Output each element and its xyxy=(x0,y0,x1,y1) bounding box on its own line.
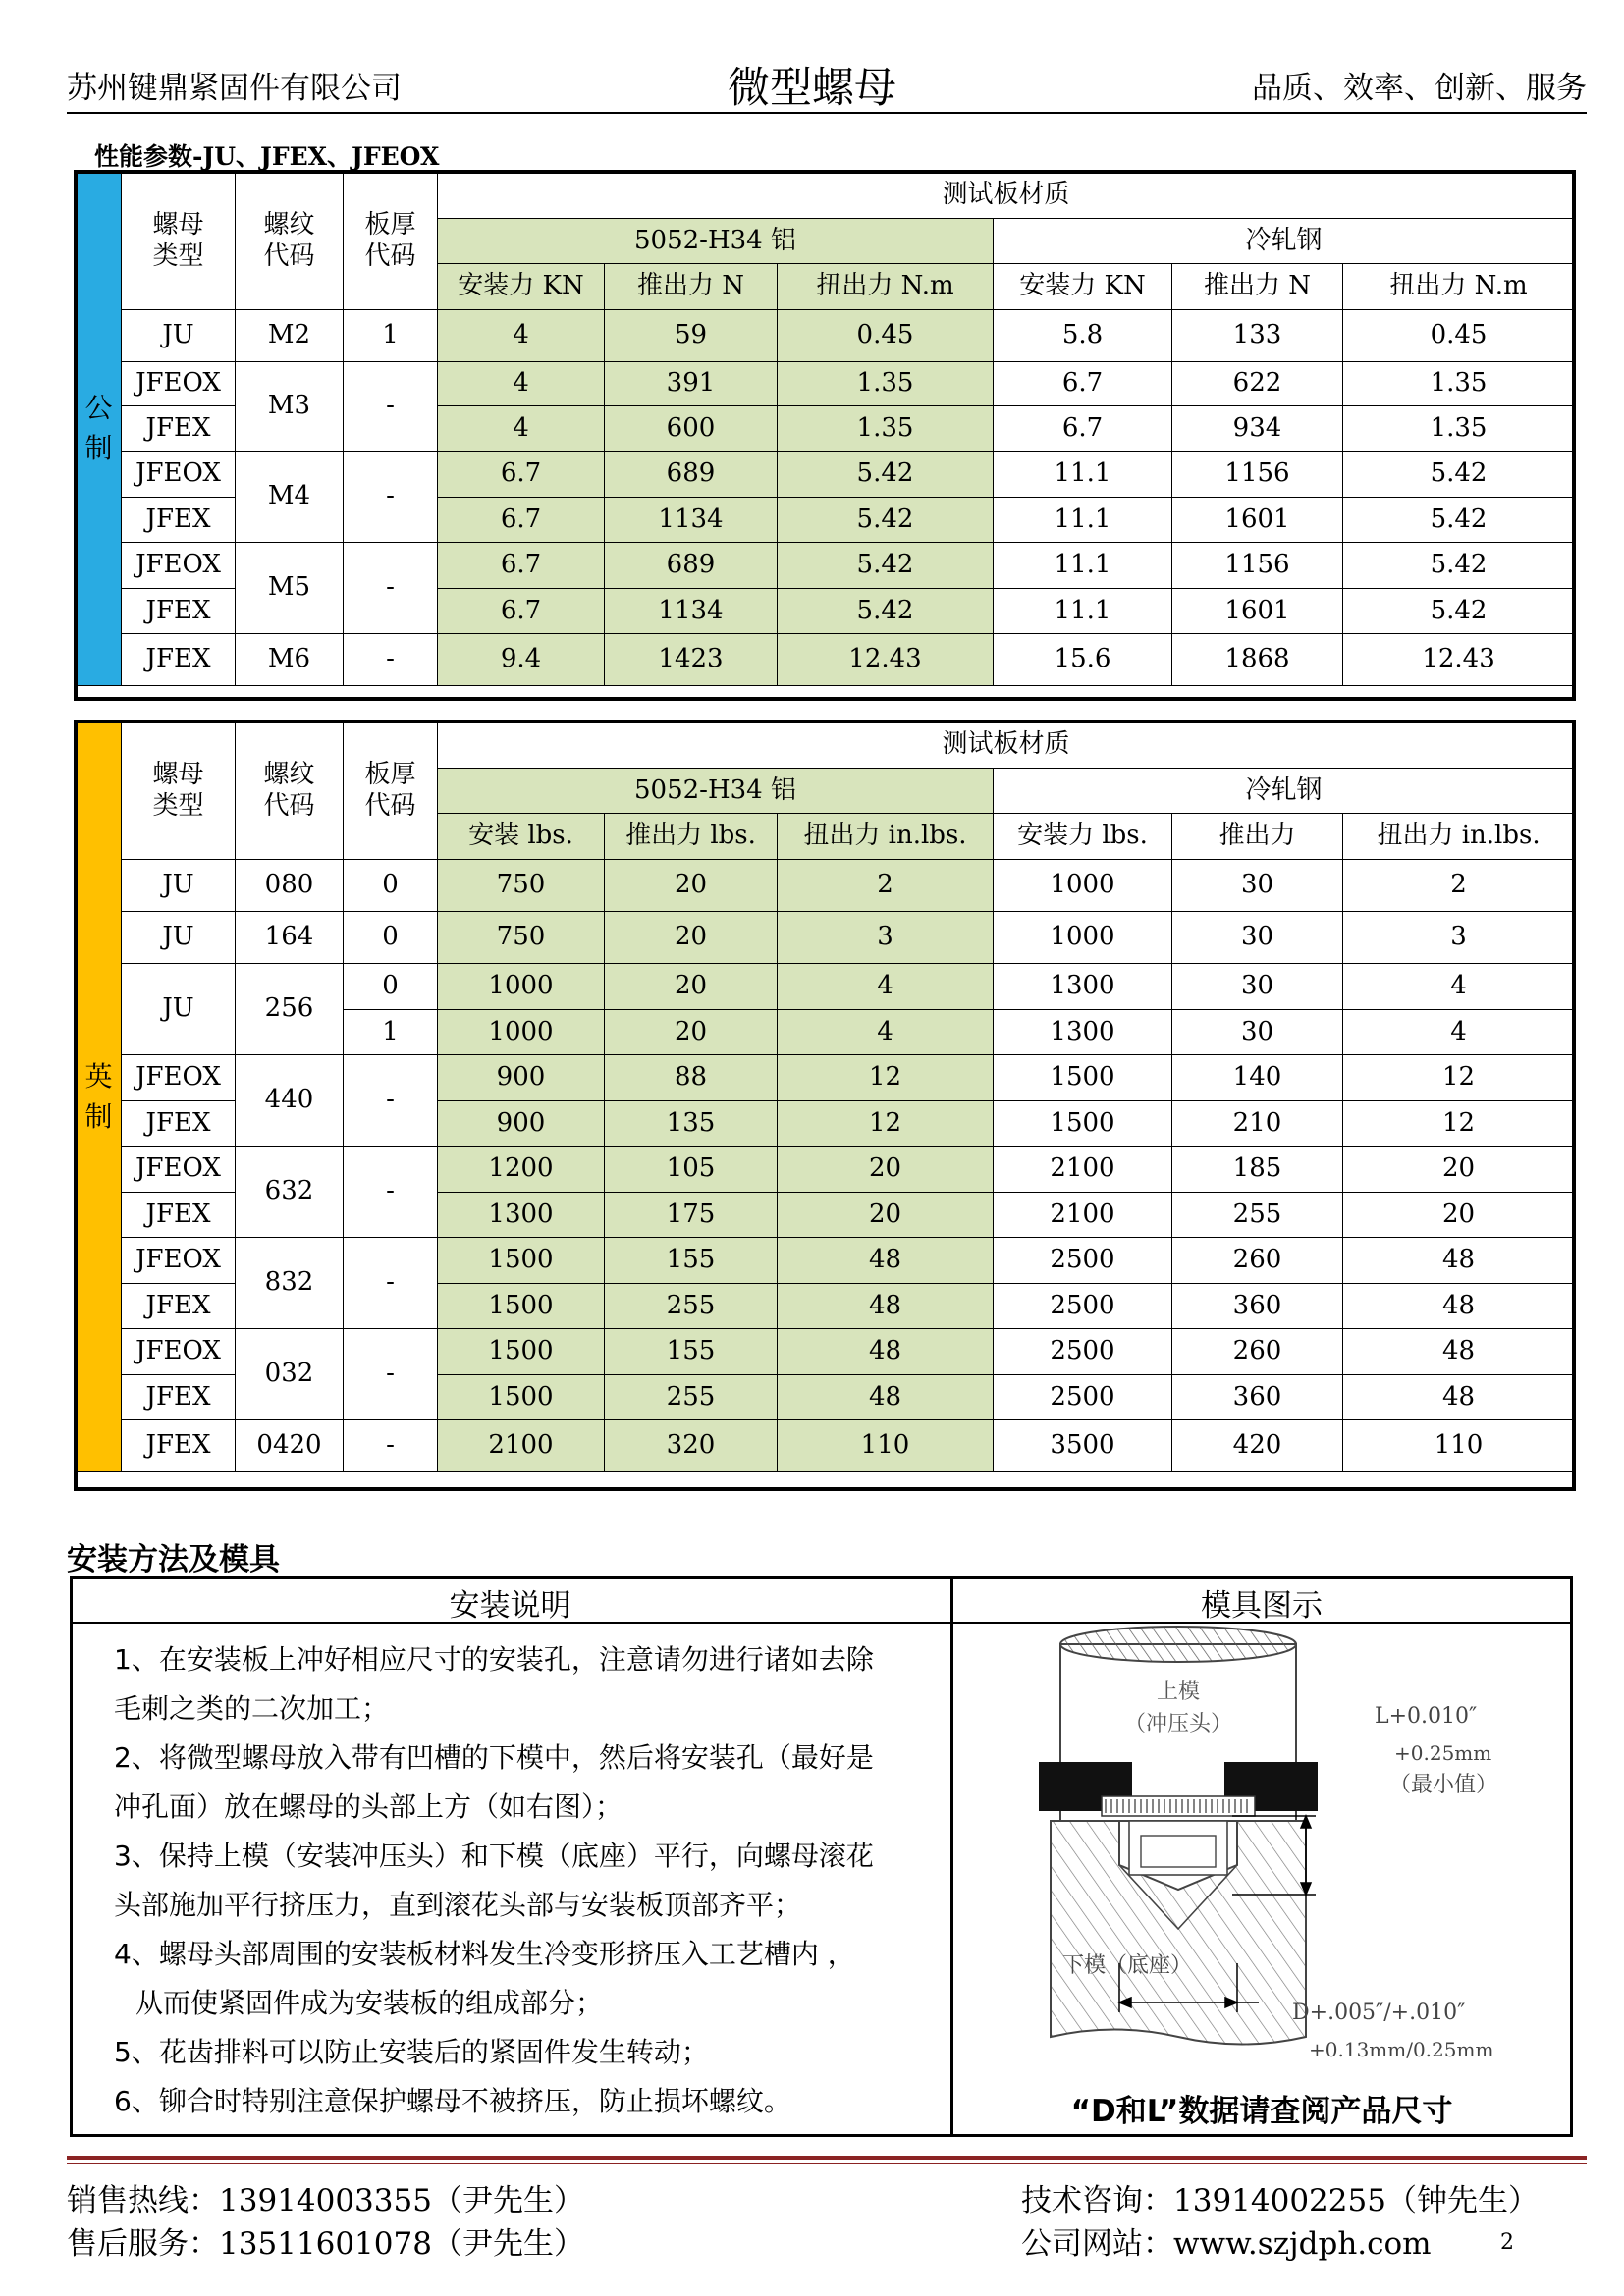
cell-value: 1156 xyxy=(1172,543,1343,589)
table-row xyxy=(77,310,1575,362)
cell-value: 1500 xyxy=(438,1329,605,1375)
cell-value: 4 xyxy=(438,406,605,452)
cell-value: 48 xyxy=(778,1329,994,1375)
cell-value: 11.1 xyxy=(994,543,1172,589)
col-header-aluminum: 5052-H34 铝 xyxy=(438,219,994,264)
cell-nut-type: JFEOX xyxy=(122,362,236,406)
install-step xyxy=(114,1930,929,2028)
after-sales: 售后服务：13511601078（尹先生） xyxy=(67,2226,584,2262)
website-link[interactable]: 公司网站：www.szjdph.com xyxy=(1021,2226,1432,2262)
col-header-test-material: 测试板材质 xyxy=(438,173,1575,219)
cell-value: 12 xyxy=(1343,1101,1575,1147)
cell-value: 2 xyxy=(1343,860,1575,912)
table-row xyxy=(77,1329,1575,1375)
cell-value: 135 xyxy=(605,1101,778,1147)
cell-value: 4 xyxy=(778,1010,994,1055)
install-instructions-header: 安装说明 xyxy=(449,1588,571,1624)
cell-value: 20 xyxy=(778,1147,994,1193)
cell-thread-code: 256 xyxy=(236,964,344,1055)
cell-value: 5.42 xyxy=(1343,543,1575,589)
D-dimension-mm: +0.13mm/0.25mm xyxy=(1309,2038,1494,2061)
table-row xyxy=(77,1420,1575,1472)
table-row xyxy=(77,1238,1575,1284)
cell-value: 133 xyxy=(1172,310,1343,362)
col-header-measure: 安装力 KN xyxy=(994,264,1172,310)
cell-nut-type: JFEOX xyxy=(122,1147,236,1193)
cell-thread-code: 0420 xyxy=(236,1420,344,1472)
cell-nut-type: JFEOX xyxy=(122,1055,236,1101)
table-header-row xyxy=(77,173,1575,219)
nut-knurl-head xyxy=(1102,1796,1255,1816)
cell-value: 1000 xyxy=(994,860,1172,912)
cell-thickness-code: 0 xyxy=(344,860,438,912)
install-box-divider xyxy=(950,1576,953,2137)
cell-value: 255 xyxy=(605,1284,778,1329)
imperial-spec-table xyxy=(76,721,1575,1472)
die-diagram-header: 模具图示 xyxy=(1201,1588,1323,1624)
cell-value: 255 xyxy=(605,1375,778,1420)
cell-value: 420 xyxy=(1172,1420,1343,1472)
cell-thickness-code: 0 xyxy=(344,964,438,1010)
cell-thread-code: 080 xyxy=(236,860,344,912)
cell-value: 20 xyxy=(605,912,778,964)
cell-value: 48 xyxy=(778,1238,994,1284)
cell-thread-code: 032 xyxy=(236,1329,344,1420)
cell-value: 260 xyxy=(1172,1329,1343,1375)
install-step xyxy=(114,2028,929,2077)
cell-value: 88 xyxy=(605,1055,778,1101)
footer-rule-thick xyxy=(67,2156,1587,2160)
cell-value: 175 xyxy=(605,1193,778,1238)
cell-value: 20 xyxy=(1343,1147,1575,1193)
cell-value: 1000 xyxy=(994,912,1172,964)
table-row xyxy=(77,964,1575,1010)
page-number: 2 xyxy=(1500,2230,1514,2255)
cell-nut-type: JU xyxy=(122,912,236,964)
cell-value: 11.1 xyxy=(994,498,1172,543)
cell-value: 3 xyxy=(778,912,994,964)
cell-thread-code: 632 xyxy=(236,1147,344,1238)
cell-value: 391 xyxy=(605,362,778,406)
upper-die-label: 上模 xyxy=(1156,1680,1201,1704)
cell-value: 30 xyxy=(1172,860,1343,912)
cell-value: 900 xyxy=(438,1101,605,1147)
cell-value: 48 xyxy=(1343,1238,1575,1284)
col-header-measure: 扭出力 N.m xyxy=(1343,264,1575,310)
cell-thread-code: M5 xyxy=(236,543,344,634)
table-row xyxy=(77,452,1575,498)
install-step-line: 头部施加平行挤压力，直到滚花头部与安装板顶部齐平； xyxy=(114,1889,802,1921)
cell-thickness-code: 1 xyxy=(344,310,438,362)
diagram-caption: “D和L”数据请查阅产品尺寸 xyxy=(1070,2094,1453,2129)
unit-system-label: 公 制 xyxy=(77,173,122,686)
install-step xyxy=(114,1635,929,1734)
cell-thickness-code: - xyxy=(344,1420,438,1472)
install-section-title: 安装方法及模具 xyxy=(67,1542,280,1577)
cell-value: 5.42 xyxy=(1343,452,1575,498)
cell-nut-type: JFEX xyxy=(122,1101,236,1147)
cell-value: 360 xyxy=(1172,1375,1343,1420)
cell-nut-type: JFEX xyxy=(122,406,236,452)
cell-value: 689 xyxy=(605,452,778,498)
company-slogan: 品质、效率、创新、服务 xyxy=(1252,71,1587,106)
col-header-thickness-code: 板厚 代码 xyxy=(344,722,438,860)
cell-value: 320 xyxy=(605,1420,778,1472)
col-header-cold-rolled-steel: 冷轧钢 xyxy=(994,769,1575,814)
install-step-line: 2、将微型螺母放入带有凹槽的下模中，然后将安装孔（最好是 xyxy=(114,1741,874,1774)
cell-thickness-code: 1 xyxy=(344,1010,438,1055)
table-row xyxy=(77,1055,1575,1101)
install-step xyxy=(114,1734,929,1832)
cell-value: 622 xyxy=(1172,362,1343,406)
cell-value: 689 xyxy=(605,543,778,589)
col-header-nut-type: 螺母 类型 xyxy=(122,173,236,310)
cell-value: 2500 xyxy=(994,1284,1172,1329)
upper-die-sublabel: （冲压头） xyxy=(1123,1712,1233,1736)
D-dimension-label: D+.005″/+.010″ xyxy=(1292,2001,1466,2025)
cell-value: 934 xyxy=(1172,406,1343,452)
cell-value: 1300 xyxy=(994,964,1172,1010)
cell-value: 12 xyxy=(778,1101,994,1147)
cell-value: 1601 xyxy=(1172,498,1343,543)
cell-value: 5.42 xyxy=(778,589,994,634)
cell-value: 48 xyxy=(1343,1329,1575,1375)
lower-die-shape xyxy=(1051,1821,1306,2045)
install-step-line: 从而使紧固件成为安装板的组成部分； xyxy=(135,1987,604,2019)
cell-thread-code: 164 xyxy=(236,912,344,964)
col-header-measure: 推出力 N xyxy=(605,264,778,310)
cell-value: 1.35 xyxy=(1343,406,1575,452)
die-diagram xyxy=(982,1625,1551,2084)
cell-value: 12 xyxy=(1343,1055,1575,1101)
cell-nut-type: JFEOX xyxy=(122,1329,236,1375)
cell-value: 185 xyxy=(1172,1147,1343,1193)
cell-value: 0.45 xyxy=(778,310,994,362)
cell-thickness-code: - xyxy=(344,1329,438,1420)
cell-value: 5.42 xyxy=(778,452,994,498)
col-header-thread-code: 螺纹 代码 xyxy=(236,722,344,860)
cell-nut-type: JFEX xyxy=(122,1284,236,1329)
col-header-measure: 安装力 KN xyxy=(438,264,605,310)
cell-value: 750 xyxy=(438,912,605,964)
cell-value: 20 xyxy=(1343,1193,1575,1238)
cell-value: 6.7 xyxy=(994,406,1172,452)
cell-value: 1156 xyxy=(1172,452,1343,498)
section-title-performance: 性能参数-JU、JFEX、JFEOX xyxy=(94,142,440,171)
cell-value: 6.7 xyxy=(438,498,605,543)
cell-value: 1601 xyxy=(1172,589,1343,634)
table-row xyxy=(77,1147,1575,1193)
cell-thread-code: 832 xyxy=(236,1238,344,1329)
cell-value: 2500 xyxy=(994,1375,1172,1420)
cell-value: 6.7 xyxy=(438,589,605,634)
cell-value: 11.1 xyxy=(994,452,1172,498)
sales-hotline: 销售热线：13914003355（尹先生） xyxy=(67,2183,584,2218)
cell-nut-type: JFEX xyxy=(122,1193,236,1238)
cell-value: 600 xyxy=(605,406,778,452)
cell-value: 360 xyxy=(1172,1284,1343,1329)
cell-value: 1423 xyxy=(605,634,778,686)
cell-thickness-code: - xyxy=(344,1147,438,1238)
cell-value: 110 xyxy=(778,1420,994,1472)
cell-value: 2100 xyxy=(994,1193,1172,1238)
cell-value: 155 xyxy=(605,1329,778,1375)
cell-value: 1000 xyxy=(438,964,605,1010)
install-step-line: 5、花齿排料可以防止安装后的紧固件发生转动； xyxy=(114,2036,709,2068)
L-dimension-note: （最小值） xyxy=(1389,1773,1498,1797)
cell-value: 11.1 xyxy=(994,589,1172,634)
cell-value: 6.7 xyxy=(438,543,605,589)
cell-value: 1500 xyxy=(994,1055,1172,1101)
col-header-measure: 推出力 N xyxy=(1172,264,1343,310)
document-title: 微型螺母 xyxy=(728,64,896,113)
cell-nut-type: JFEX xyxy=(122,1375,236,1420)
cell-value: 4 xyxy=(438,362,605,406)
footer-rule-thin xyxy=(67,2163,1587,2164)
cell-thread-code: M4 xyxy=(236,452,344,543)
install-step-line: 6、铆合时特别注意保护螺母不被挤压，防止损坏螺纹。 xyxy=(114,2085,791,2117)
cell-value: 260 xyxy=(1172,1238,1343,1284)
cell-value: 3 xyxy=(1343,912,1575,964)
col-header-test-material: 测试板材质 xyxy=(438,722,1575,769)
cell-value: 1.35 xyxy=(1343,362,1575,406)
cell-thread-code: M6 xyxy=(236,634,344,686)
cell-value: 900 xyxy=(438,1055,605,1101)
cell-nut-type: JU xyxy=(122,964,236,1055)
cell-value: 1500 xyxy=(438,1284,605,1329)
col-header-thickness-code: 板厚 代码 xyxy=(344,173,438,310)
cell-value: 2 xyxy=(778,860,994,912)
cell-value: 2500 xyxy=(994,1329,1172,1375)
cell-value: 750 xyxy=(438,860,605,912)
cell-value: 155 xyxy=(605,1238,778,1284)
cell-nut-type: JFEX xyxy=(122,634,236,686)
col-header-aluminum: 5052-H34 铝 xyxy=(438,769,994,814)
cell-value: 1300 xyxy=(438,1193,605,1238)
cell-thickness-code: - xyxy=(344,543,438,634)
cell-nut-type: JFEX xyxy=(122,1420,236,1472)
col-header-nut-type: 螺母 类型 xyxy=(122,722,236,860)
lower-die-label: 下模（底座） xyxy=(1062,1953,1193,1978)
cell-value: 1134 xyxy=(605,589,778,634)
cell-value: 4 xyxy=(778,964,994,1010)
cell-value: 5.42 xyxy=(778,543,994,589)
cell-thread-code: 440 xyxy=(236,1055,344,1147)
cell-value: 12 xyxy=(778,1055,994,1101)
col-header-measure: 安装 lbs. xyxy=(438,814,605,860)
col-header-measure: 安装力 lbs. xyxy=(994,814,1172,860)
cell-value: 30 xyxy=(1172,964,1343,1010)
table-row xyxy=(77,860,1575,912)
unit-system-label: 英 制 xyxy=(77,722,122,1472)
install-step xyxy=(114,1832,929,1930)
cell-nut-type: JU xyxy=(122,310,236,362)
install-step-line: 毛刺之类的二次加工； xyxy=(114,1692,390,1725)
cell-value: 30 xyxy=(1172,912,1343,964)
tech-consult: 技术咨询：13914002255（钟先生） xyxy=(1021,2183,1539,2218)
cell-value: 20 xyxy=(605,964,778,1010)
cell-value: 1300 xyxy=(994,1010,1172,1055)
cell-value: 20 xyxy=(605,860,778,912)
company-name: 苏州键鼎紧固件有限公司 xyxy=(67,71,402,106)
cell-thickness-code: - xyxy=(344,1238,438,1329)
cell-value: 1500 xyxy=(994,1101,1172,1147)
cell-value: 15.6 xyxy=(994,634,1172,686)
cell-value: 5.42 xyxy=(778,498,994,543)
metric-spec-table xyxy=(76,172,1575,686)
install-step-line: 1、在安装板上冲好相应尺寸的安装孔，注意请勿进行诸如去除 xyxy=(114,1643,874,1676)
cell-value: 5.42 xyxy=(1343,589,1575,634)
cell-thickness-code: 0 xyxy=(344,912,438,964)
cell-thread-code: M2 xyxy=(236,310,344,362)
cell-value: 12.43 xyxy=(1343,634,1575,686)
cell-value: 30 xyxy=(1172,1010,1343,1055)
table-row xyxy=(77,912,1575,964)
cell-value: 1500 xyxy=(438,1238,605,1284)
install-step-line: 4、螺母头部周围的安装板材料发生冷变形挤压入工艺槽内 ， xyxy=(114,1938,855,1970)
cell-value: 1134 xyxy=(605,498,778,543)
cell-value: 5.8 xyxy=(994,310,1172,362)
table-row xyxy=(77,634,1575,686)
cell-value: 6.7 xyxy=(438,452,605,498)
cell-value: 1.35 xyxy=(778,362,994,406)
cell-thickness-code: - xyxy=(344,362,438,452)
col-header-measure: 扭出力 in.lbs. xyxy=(1343,814,1575,860)
cell-value: 4 xyxy=(438,310,605,362)
header-rule xyxy=(67,112,1587,114)
cell-nut-type: JFEOX xyxy=(122,543,236,589)
install-step xyxy=(114,2077,929,2126)
col-header-measure: 推出力 xyxy=(1172,814,1343,860)
install-step-line: 3、保持上模（安装冲压头）和下模（底座）平行，向螺母滚花 xyxy=(114,1840,874,1872)
cell-nut-type: JFEOX xyxy=(122,452,236,498)
cell-value: 2100 xyxy=(438,1420,605,1472)
cell-value: 140 xyxy=(1172,1055,1343,1101)
col-header-measure: 扭出力 N.m xyxy=(778,264,994,310)
cell-value: 59 xyxy=(605,310,778,362)
col-header-measure: 扭出力 in.lbs. xyxy=(778,814,994,860)
cell-value: 48 xyxy=(778,1284,994,1329)
cell-value: 1868 xyxy=(1172,634,1343,686)
cell-thickness-code: - xyxy=(344,634,438,686)
cell-value: 2500 xyxy=(994,1238,1172,1284)
cell-value: 1200 xyxy=(438,1147,605,1193)
col-header-measure: 推出力 lbs. xyxy=(605,814,778,860)
cell-nut-type: JFEOX xyxy=(122,1238,236,1284)
cell-value: 0.45 xyxy=(1343,310,1575,362)
cell-value: 105 xyxy=(605,1147,778,1193)
cell-value: 12.43 xyxy=(778,634,994,686)
cell-nut-type: JFEX xyxy=(122,498,236,543)
cell-value: 1500 xyxy=(438,1375,605,1420)
cell-value: 20 xyxy=(605,1010,778,1055)
cell-thickness-code: - xyxy=(344,452,438,543)
L-dimension-label: L+0.010″ xyxy=(1375,1704,1478,1729)
cell-value: 110 xyxy=(1343,1420,1575,1472)
cell-value: 1.35 xyxy=(778,406,994,452)
L-dimension-mm: +0.25mm xyxy=(1394,1741,1492,1765)
install-steps-list xyxy=(114,1635,929,2126)
cell-value: 48 xyxy=(1343,1284,1575,1329)
cell-thickness-code: - xyxy=(344,1055,438,1147)
cell-value: 255 xyxy=(1172,1193,1343,1238)
cell-value: 4 xyxy=(1343,964,1575,1010)
cell-value: 3500 xyxy=(994,1420,1172,1472)
cell-value: 20 xyxy=(778,1193,994,1238)
cell-value: 2100 xyxy=(994,1147,1172,1193)
table-row xyxy=(77,543,1575,589)
cell-value: 48 xyxy=(1343,1375,1575,1420)
table-header-row xyxy=(77,722,1575,769)
cell-thread-code: M3 xyxy=(236,362,344,452)
cell-value: 6.7 xyxy=(994,362,1172,406)
cell-nut-type: JFEX xyxy=(122,589,236,634)
cell-value: 9.4 xyxy=(438,634,605,686)
cell-value: 4 xyxy=(1343,1010,1575,1055)
install-step-line: 冲孔面）放在螺母的头部上方（如右图）； xyxy=(114,1790,623,1823)
cell-value: 48 xyxy=(778,1375,994,1420)
col-header-cold-rolled-steel: 冷轧钢 xyxy=(994,219,1575,264)
cell-nut-type: JU xyxy=(122,860,236,912)
col-header-thread-code: 螺纹 代码 xyxy=(236,173,344,310)
cell-value: 5.42 xyxy=(1343,498,1575,543)
cell-value: 210 xyxy=(1172,1101,1343,1147)
table-row xyxy=(77,362,1575,406)
cell-value: 1000 xyxy=(438,1010,605,1055)
